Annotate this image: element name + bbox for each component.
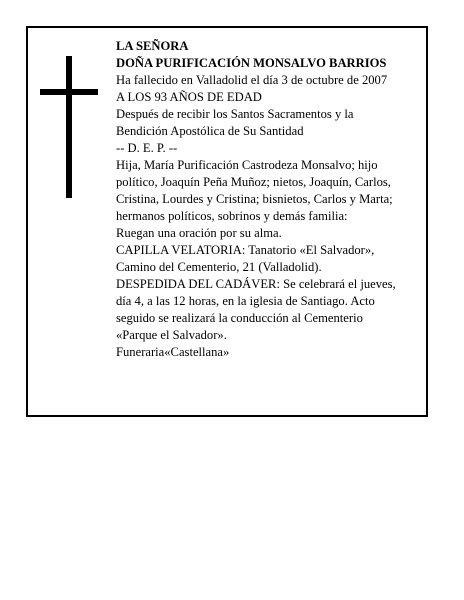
notice-line-family-1: Hija, María Purificación Castrodeza Monsalvo; hijo — [116, 158, 378, 172]
cross-horizontal-bar — [40, 89, 98, 95]
notice-line-age: A LOS 93 AÑOS DE EDAD — [116, 90, 262, 104]
obituary-notice — [26, 26, 428, 417]
notice-line-chapel-address: Camino del Cementerio, 21 (Valladolid). — [116, 260, 322, 274]
notice-line-family-4: hermanos políticos, sobrinos y demás familia: — [116, 209, 348, 223]
notice-line-deceased-name: DOÑA PURIFICACIÓN MONSALVO BARRIOS — [116, 56, 387, 70]
notice-line-chapel: CAPILLA VELATORIA: Tanatorio «El Salvador», — [116, 243, 375, 257]
notice-line-funeral-home: Funeraria«Castellana» — [116, 345, 230, 359]
notice-line-farewell-3: seguido se realizará la conducción al Cementerio — [116, 311, 363, 325]
cross-vertical-bar — [66, 56, 72, 198]
notice-line-rip: -- D. E. P. -- — [116, 141, 178, 155]
notice-line-farewell-1: DESPEDIDA DEL CADÁVER: Se celebrará el jueves, — [116, 277, 396, 291]
latin-cross-icon — [40, 56, 98, 198]
notice-line-prayer: Ruegan una oración por su alma. — [116, 226, 282, 240]
notice-line-title: LA SEÑORA — [116, 39, 189, 53]
notice-line-sacraments: Después de recibir los Santos Sacramentos y la — [116, 107, 354, 121]
notice-line-family-2: político, Joaquín Peña Muñoz; nietos, Joaquín, Carlos, — [116, 175, 391, 189]
notice-line-death-date: Ha fallecido en Valladolid el día 3 de octubre de 2007 — [116, 73, 388, 87]
notice-line-blessing: Bendición Apostólica de Su Santidad — [116, 124, 304, 138]
notice-line-cemetery: «Parque el Salvador». — [116, 328, 227, 342]
notice-line-family-3: Cristina, Lourdes y Cristina; bisnietos, Carlos y Marta; — [116, 192, 393, 206]
notice-line-farewell-2: día 4, a las 12 horas, en la iglesia de Santiago. Acto — [116, 294, 375, 308]
notice-text-block — [116, 38, 422, 361]
